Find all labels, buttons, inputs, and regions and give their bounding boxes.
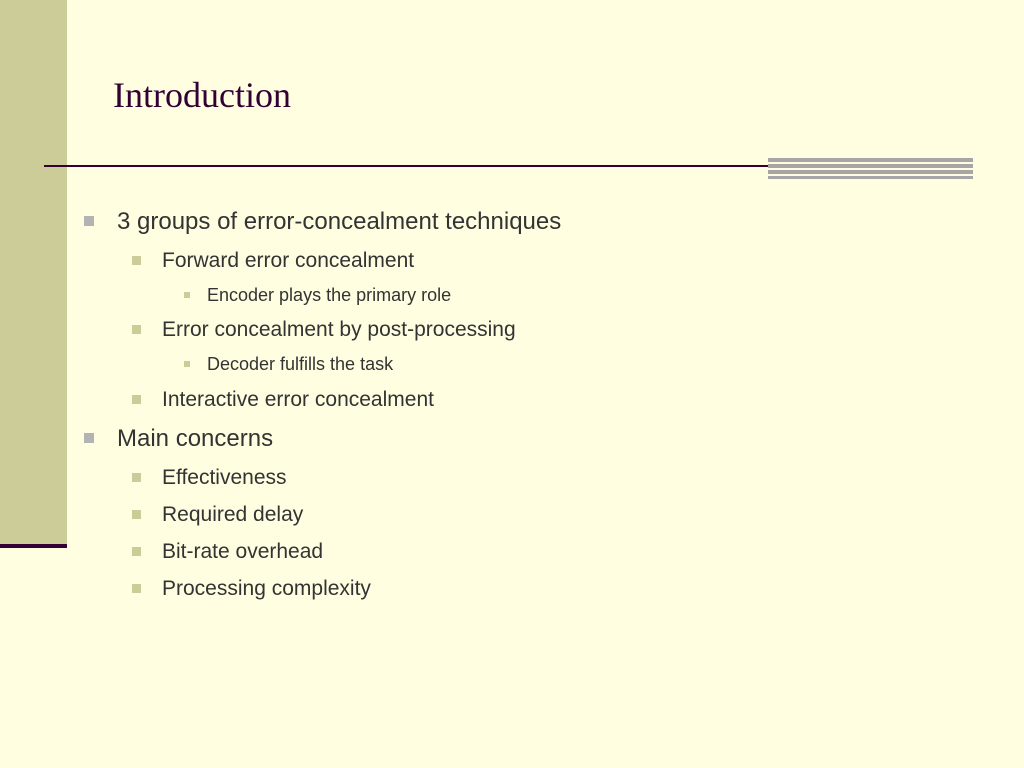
square-bullet-icon (132, 256, 141, 265)
bullet-text: Encoder plays the primary role (207, 285, 452, 305)
square-bullet-icon (84, 433, 94, 443)
bullet-item (162, 504, 303, 525)
square-bullet-icon (84, 216, 94, 226)
bullet-text: Error concealment by post-processing (162, 318, 516, 341)
square-bullet-icon (184, 361, 190, 367)
slide-title: Introduction (113, 75, 291, 115)
bullet-item (162, 250, 414, 271)
bullet-text: Forward error concealment (162, 249, 415, 272)
square-bullet-icon (132, 547, 141, 556)
square-bullet-icon (132, 584, 141, 593)
bullet-text: Bit-rate overhead (162, 540, 324, 563)
bullet-item (162, 389, 434, 410)
bullet-text: Interactive error concealment (162, 388, 434, 411)
bullet-item (162, 578, 371, 599)
square-bullet-icon (132, 473, 141, 482)
bullet-text: Main concerns (117, 425, 274, 452)
square-bullet-icon (132, 510, 141, 519)
square-bullet-icon (132, 395, 141, 404)
bullet-item (162, 541, 323, 562)
bullet-text: 3 groups of error-concealment techniques (117, 208, 562, 235)
bullet-text: Decoder fulfills the task (207, 354, 394, 374)
bullet-item (162, 467, 287, 488)
bullet-text: Effectiveness (162, 466, 287, 489)
bullet-item (207, 286, 451, 304)
bullet-item (117, 427, 273, 451)
bullet-item (207, 355, 393, 373)
bullet-item (117, 210, 561, 234)
square-bullet-icon (132, 325, 141, 334)
bullet-item (162, 319, 516, 340)
square-bullet-icon (184, 292, 190, 298)
bullet-text: Processing complexity (162, 577, 371, 600)
bullet-text: Required delay (162, 503, 304, 526)
